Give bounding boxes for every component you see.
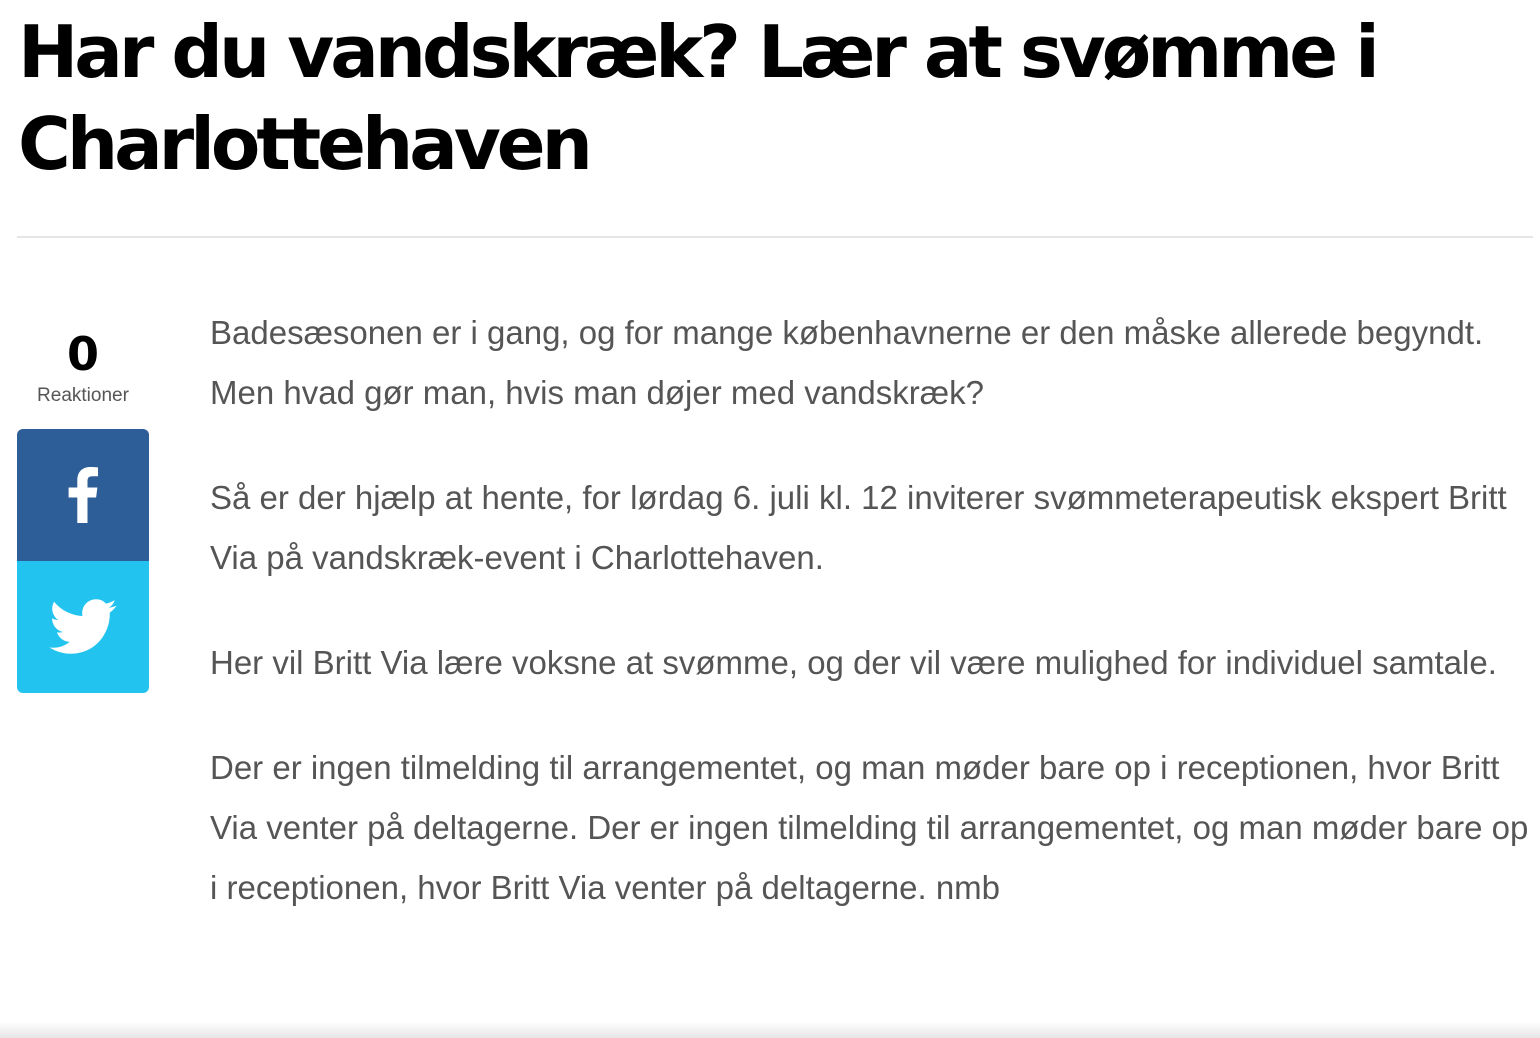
facebook-share-button[interactable]: [17, 429, 149, 561]
title-divider: [17, 236, 1533, 238]
article-paragraph: Så er der hjælp at hente, for lørdag 6. juli kl. 12 inviterer svømmeterapeutisk ekspert Britt Via på vandskræk-event i Charlottehaven.: [210, 479, 1507, 576]
share-buttons: [17, 429, 149, 693]
twitter-share-button[interactable]: [17, 561, 149, 693]
reactions-count: 0: [66, 327, 99, 381]
reactions-label: Reaktioner: [37, 385, 129, 406]
reactions-counter: [17, 326, 149, 408]
twitter-icon: [49, 599, 117, 655]
article-body: [210, 303, 1532, 963]
bottom-scroll-shadow: [0, 1022, 1540, 1038]
facebook-icon: [68, 467, 98, 523]
article-paragraph: Her vil Britt Via lære voksne at svømme, og der vil være mulighed for individuel samtale.: [210, 644, 1497, 681]
article-paragraph: Badesæsonen er i gang, og for mange københavnerne er den måske allerede begyndt. Men hvad gør man, hvis man døjer med vandskræk?: [210, 314, 1484, 411]
article-title: Har du vandskræk? Lær at svømme i Charlottehaven: [18, 10, 1376, 186]
article-paragraph: Der er ingen tilmelding til arrangementet, og man møder bare op i receptionen, hvor Britt Via venter på deltagerne. Der er ingen tilmelding til arrangementet, og man møder bare op i receptionen, hvor Britt Via venter på deltagerne. nmb: [210, 749, 1529, 906]
